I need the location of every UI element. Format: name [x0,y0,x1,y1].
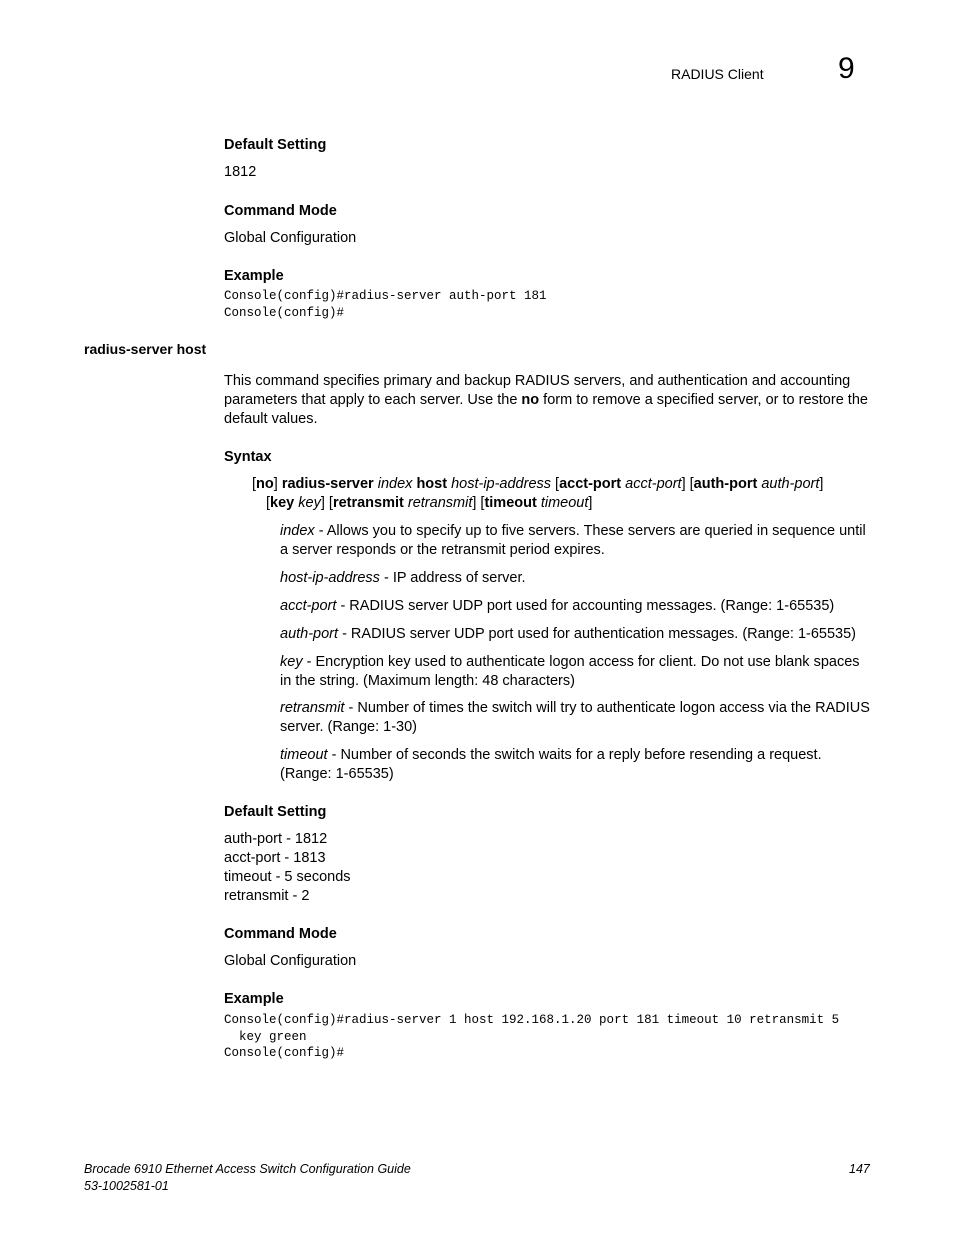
example-heading: Example [224,268,284,284]
command-mode-value: Global Configuration [224,230,357,246]
example-heading-2: Example [224,991,284,1007]
example-code-2 [224,1012,839,1062]
command-title: radius-server host [84,341,207,357]
default-line: retransmit - 2 [224,888,310,904]
example-code [224,288,547,321]
default-setting-values-2 [224,830,351,906]
default-setting-heading-2: Default Setting [224,804,327,820]
description-keyword: no [521,392,540,408]
default-setting-heading: Default Setting [224,137,327,153]
code-line: Console(config)# [224,1046,345,1060]
syntax-line-1: [no] radius-server index host host-ip-address [acct-port acct-port] [auth-port auth-port] [252,476,824,492]
param-host-ip-address: host-ip-address - IP address of server. [280,570,526,586]
param-auth-port: auth-port - RADIUS server UDP port used for authentication messages. (Range: 1-65535) [280,626,856,642]
chapter-number: 9 [838,52,855,85]
param-key: key - Encryption key used to authenticate logon access for client. Do not use blank spaces in the string. (Maximum length: 48 characters) [280,654,860,689]
param-retransmit: retransmit - Number of times the switch will try to authenticate logon access via the RADIUS server. (Range: 1-30) [280,700,870,735]
command-mode-heading: Command Mode [224,203,337,219]
code-line: Console(config)#radius-server 1 host 192.168.1.20 port 181 timeout 10 retransmit 5 [224,1013,840,1027]
param-index: index - Allows you to specify up to five servers. These servers are queried in sequence until a server responds or the retransmit period expires. [280,523,866,558]
command-mode-heading-2: Command Mode [224,926,337,942]
code-line: Console(config)#radius-server auth-port 181 [224,289,547,303]
code-line: Console(config)# [224,305,345,320]
syntax-line-2: [key key] [retransmit retransmit] [timeout timeout] [266,495,593,511]
syntax-heading: Syntax [224,449,272,465]
command-mode-value-2: Global Configuration [224,953,357,969]
footer-page-number: 147 [849,1162,870,1176]
footer-doc-number: 53-1002581-01 [84,1179,169,1193]
code-line: key green [224,1029,307,1044]
default-setting-value: 1812 [224,164,257,180]
chapter-title: RADIUS Client [671,66,764,82]
param-acct-port: acct-port - RADIUS server UDP port used for accounting messages. (Range: 1-65535) [280,598,835,614]
command-description [224,372,872,429]
footer-doc-title: Brocade 6910 Ethernet Access Switch Configuration Guide [84,1162,411,1176]
default-line: auth-port - 1812 [224,831,328,847]
default-line: timeout - 5 seconds [224,869,351,885]
param-timeout: timeout - Number of seconds the switch waits for a reply before resending a request. (Range: 1-65535) [280,747,822,782]
default-line: acct-port - 1813 [224,850,326,866]
description-text-end: form to remove a specified server, or to restore the default values. [224,392,868,427]
description-text: This command specifies primary and backup RADIUS servers, and authentication and accounting parameters that apply to each server. Use the [224,373,851,408]
